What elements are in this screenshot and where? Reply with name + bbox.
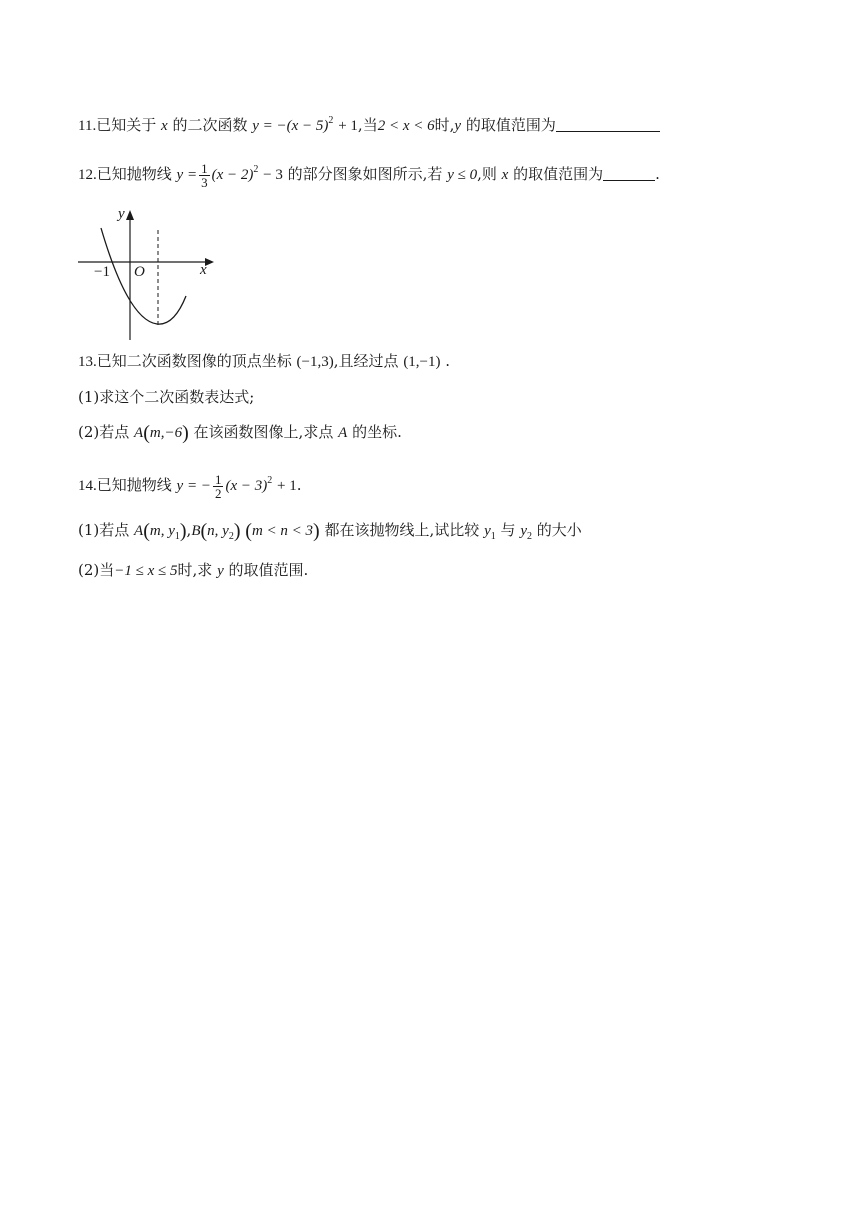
function-expression: (x − 3) <box>225 478 268 494</box>
question-12 <box>78 160 660 189</box>
subscript: 2 <box>526 531 532 542</box>
question-13-part-2 <box>78 422 402 443</box>
exponent: 2 <box>328 115 334 126</box>
paren-close: ) <box>179 520 187 542</box>
subscript: 1 <box>490 531 496 542</box>
function-lhs: y = <box>176 167 198 183</box>
variable-y: y <box>217 563 224 579</box>
question-text: ,则 <box>477 165 497 183</box>
variable-y: y <box>454 118 462 134</box>
question-number: 14. <box>78 478 97 494</box>
condition: y ≤ 0 <box>447 167 478 183</box>
part-text: (1)若点 <box>78 521 130 539</box>
function-expression: y = −(x − 5) <box>252 118 329 134</box>
y-axis-label: y <box>118 206 125 222</box>
exponent: 2 <box>253 164 259 175</box>
question-14 <box>78 471 302 500</box>
part-text: 都在该抛物线上,试比较 <box>324 521 480 539</box>
question-text: 时, <box>434 116 455 134</box>
y-axis-arrow <box>126 210 134 220</box>
condition: m < n < 3 <box>251 523 314 539</box>
variable-y1: y <box>484 523 491 539</box>
function-lhs: y = − <box>176 478 211 494</box>
question-text: 已知抛物线 <box>96 165 172 183</box>
question-text: 的取值范围为 <box>465 116 556 134</box>
question-11 <box>78 111 660 136</box>
function-tail: + 1 <box>338 118 358 134</box>
part-text: 的坐标. <box>352 423 402 441</box>
vertex-coords: (−1,3) <box>296 354 334 370</box>
function-expression: (x − 2) <box>211 167 254 183</box>
paren-close: ) <box>233 520 241 542</box>
point-coords: m,−6 <box>149 425 183 441</box>
part-text: (2)当 <box>78 561 115 579</box>
point-name: A <box>134 523 144 539</box>
point-coords: n, y <box>207 523 229 539</box>
tick-label: −1 <box>94 264 110 280</box>
function-tail: + 1 <box>277 478 297 494</box>
paren-open: ( <box>143 520 150 542</box>
paren-close: ) <box>182 422 189 444</box>
question-14-part-2 <box>78 560 308 581</box>
question-text: 的取值范围为 <box>513 165 604 183</box>
fraction-numerator: 1 <box>214 471 222 487</box>
question-13 <box>78 351 450 372</box>
end-period: . <box>655 165 660 183</box>
variable-x: x <box>501 167 509 183</box>
part-text: 与 <box>500 521 516 539</box>
part-text: 的大小 <box>536 521 582 539</box>
question-14-part-1 <box>78 520 582 547</box>
subscript: 1 <box>174 531 180 542</box>
point-name: A <box>338 425 348 441</box>
question-text: ,当 <box>357 116 378 134</box>
separator: , <box>186 521 192 539</box>
question-text: 已知抛物线 <box>96 476 172 494</box>
point-name: B <box>191 523 201 539</box>
subscript: 2 <box>228 531 234 542</box>
question-text: 已知二次函数图像的顶点坐标 <box>96 352 292 370</box>
parabola-graph <box>74 204 224 344</box>
fraction <box>199 162 210 189</box>
variable-x: x <box>161 118 168 134</box>
paren-open: ( <box>143 422 150 444</box>
fraction <box>213 473 224 500</box>
answer-blank <box>556 117 660 132</box>
x-axis-label: x <box>200 262 207 278</box>
part-text: 时,求 <box>177 561 213 579</box>
condition: −1 ≤ x ≤ 5 <box>114 563 178 579</box>
origin-label: O <box>134 264 145 280</box>
paren-close: ) <box>313 520 320 542</box>
function-tail: − 3 <box>263 167 283 183</box>
paren-open: ( <box>200 520 208 542</box>
question-text: 的二次函数 <box>172 116 248 134</box>
part-text: (1)求这个二次函数表达式; <box>78 388 255 406</box>
fraction-numerator: 1 <box>201 160 208 176</box>
fraction-denominator: 3 <box>201 174 208 190</box>
exponent: 2 <box>267 475 273 486</box>
part-text: (2)若点 <box>78 423 130 441</box>
point-name: A <box>134 425 144 441</box>
question-text: 的部分图象如图所示,若 <box>287 165 443 183</box>
question-number: 13. <box>78 354 97 370</box>
question-text: ,且经过点 <box>333 352 399 370</box>
question-number: 11. <box>78 118 97 134</box>
question-number: 12. <box>78 167 97 183</box>
variable-y2: y <box>520 523 527 539</box>
fraction-denominator: 2 <box>214 485 222 501</box>
point-coords: m, y <box>149 523 175 539</box>
point-coords: (1,−1) <box>403 354 441 370</box>
question-13-part-1 <box>78 387 254 407</box>
end-period: . <box>445 352 451 370</box>
paren-open: ( <box>245 520 252 542</box>
condition: 2 < x < 6 <box>377 118 435 134</box>
end-period: . <box>296 476 302 494</box>
answer-blank <box>603 166 655 181</box>
part-text: 在该函数图像上,求点 <box>193 423 334 441</box>
part-text: 的取值范围. <box>228 561 309 579</box>
question-text: 已知关于 <box>96 116 157 134</box>
